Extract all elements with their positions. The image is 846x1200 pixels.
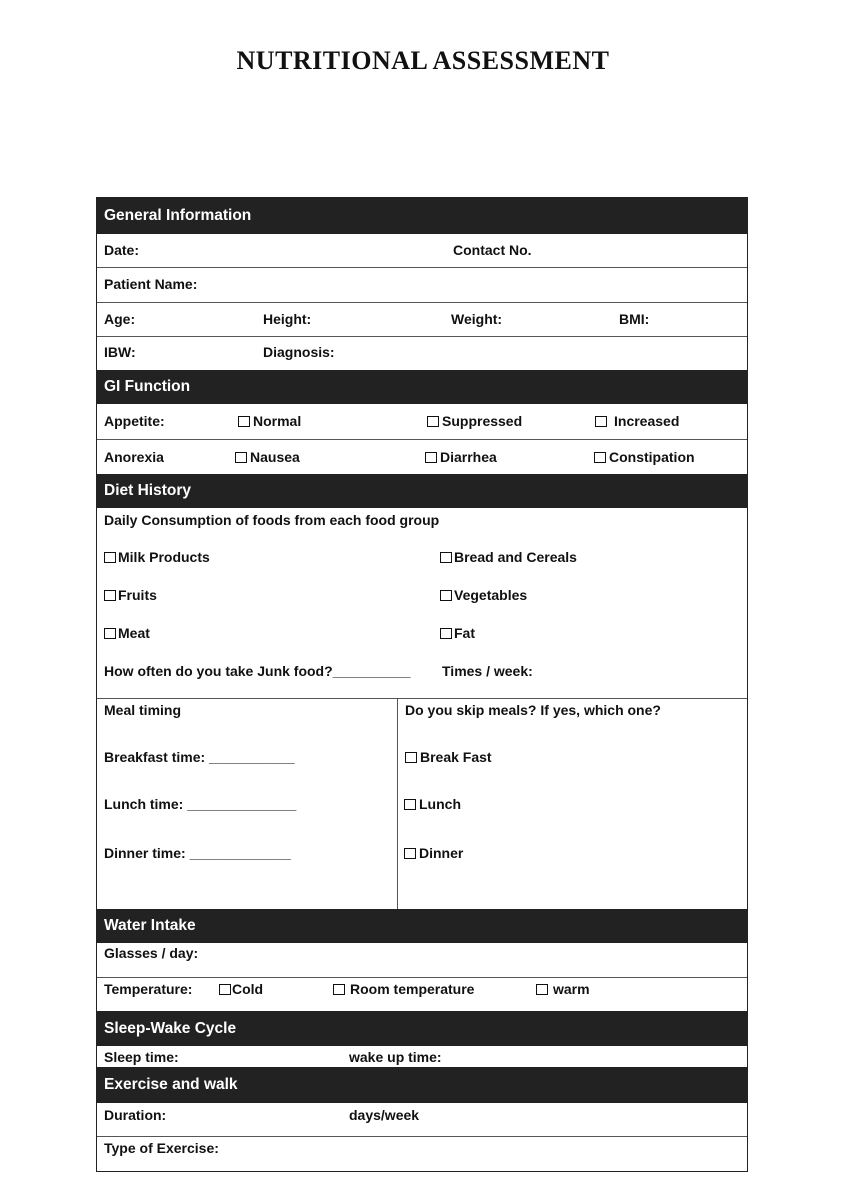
meat-option[interactable]: Meat	[104, 625, 150, 641]
duration-label: Duration:	[104, 1107, 167, 1123]
junk-food-question: How often do you take Junk food?__________	[104, 663, 411, 679]
checkbox[interactable]	[104, 552, 116, 563]
checkbox[interactable]	[440, 628, 452, 639]
glasses-per-day-label: Glasses / day:	[104, 945, 199, 961]
lunch-time-field[interactable]: Lunch time: ______________	[104, 796, 297, 812]
exercise-type-label: Type of Exercise:	[104, 1140, 219, 1156]
section-diet-header: Diet History	[97, 474, 747, 508]
checkbox[interactable]	[104, 628, 116, 639]
checkbox[interactable]	[425, 452, 437, 463]
section-general-header: General Information	[97, 198, 747, 234]
weight-label: Weight:	[451, 311, 503, 327]
row-measurements	[97, 303, 747, 337]
row-exercise-type	[97, 1137, 747, 1172]
section-exercise-header: Exercise and walk	[97, 1067, 747, 1103]
dinner-time-field[interactable]: Dinner time: _____________	[104, 845, 291, 861]
milk-option[interactable]: Milk Products	[104, 549, 210, 565]
patient-name-label: Patient Name:	[104, 276, 198, 292]
row-temperature	[97, 978, 747, 1011]
section-gi-header: GI Function	[97, 370, 747, 404]
diagnosis-label: Diagnosis:	[263, 344, 335, 360]
times-per-week-label: Times / week:	[442, 663, 533, 679]
contact-label: Contact No.	[453, 242, 532, 258]
fat-option[interactable]: Fat	[440, 625, 475, 641]
height-label: Height:	[263, 311, 312, 327]
checkbox[interactable]	[404, 848, 416, 859]
room-temperature-option[interactable]: Room temperature	[333, 981, 474, 997]
row-date	[97, 234, 747, 268]
daily-consumption-label: Daily Consumption of foods from each food group	[104, 512, 440, 528]
breakfast-time-field[interactable]: Breakfast time: ___________	[104, 749, 295, 765]
meal-timing-label: Meal timing	[104, 702, 182, 718]
checkbox[interactable]	[594, 452, 606, 463]
section-water-header: Water Intake	[97, 909, 747, 943]
days-per-week-label: days/week	[349, 1107, 420, 1123]
date-label: Date:	[104, 242, 140, 258]
appetite-label: Appetite:	[104, 413, 165, 429]
checkbox[interactable]	[104, 590, 116, 601]
wake-up-time-label: wake up time:	[349, 1049, 442, 1065]
age-label: Age:	[104, 311, 136, 327]
row-appetite	[97, 404, 747, 440]
temperature-label: Temperature:	[104, 981, 193, 997]
warm-option[interactable]: warm	[536, 981, 590, 997]
diarrhea-option[interactable]: Diarrhea	[425, 449, 497, 465]
row-sleep	[97, 1046, 747, 1067]
skip-meals-question: Do you skip meals? If yes, which one?	[405, 702, 661, 718]
bread-option[interactable]: Bread and Cereals	[440, 549, 577, 565]
checkbox[interactable]	[536, 984, 548, 995]
checkbox[interactable]	[235, 452, 247, 463]
skip-dinner-option[interactable]: Dinner	[404, 845, 463, 861]
skip-breakfast-option[interactable]: Break Fast	[405, 749, 492, 765]
vegetables-option[interactable]: Vegetables	[440, 587, 527, 603]
row-patient	[97, 268, 747, 303]
row-symptoms	[97, 440, 747, 474]
skip-lunch-option[interactable]: Lunch	[404, 796, 461, 812]
checkbox[interactable]	[595, 416, 607, 427]
nausea-option[interactable]: Nausea	[235, 449, 300, 465]
row-ibw	[97, 337, 747, 370]
column-divider	[397, 699, 398, 909]
constipation-option[interactable]: Constipation	[594, 449, 695, 465]
ibw-label: IBW:	[104, 344, 136, 360]
anorexia-label: Anorexia	[104, 449, 164, 465]
normal-option[interactable]: Normal	[238, 413, 301, 429]
section-sleep-header: Sleep-Wake Cycle	[97, 1011, 747, 1046]
fruits-option[interactable]: Fruits	[104, 587, 157, 603]
assessment-form	[96, 197, 748, 1172]
checkbox[interactable]	[219, 984, 231, 995]
row-duration	[97, 1103, 747, 1137]
page-title: NUTRITIONAL ASSESSMENT	[236, 46, 610, 75]
bmi-label: BMI:	[619, 311, 650, 327]
checkbox[interactable]	[427, 416, 439, 427]
diet-block	[97, 508, 747, 699]
suppressed-option[interactable]: Suppressed	[427, 413, 522, 429]
cold-option[interactable]: Cold	[219, 981, 263, 997]
row-glasses	[97, 943, 747, 978]
checkbox[interactable]	[440, 590, 452, 601]
checkbox[interactable]	[405, 752, 417, 763]
checkbox[interactable]	[333, 984, 345, 995]
checkbox[interactable]	[238, 416, 250, 427]
checkbox[interactable]	[404, 799, 416, 810]
increased-option[interactable]: Increased	[595, 413, 679, 429]
sleep-time-label: Sleep time:	[104, 1049, 179, 1065]
checkbox[interactable]	[440, 552, 452, 563]
